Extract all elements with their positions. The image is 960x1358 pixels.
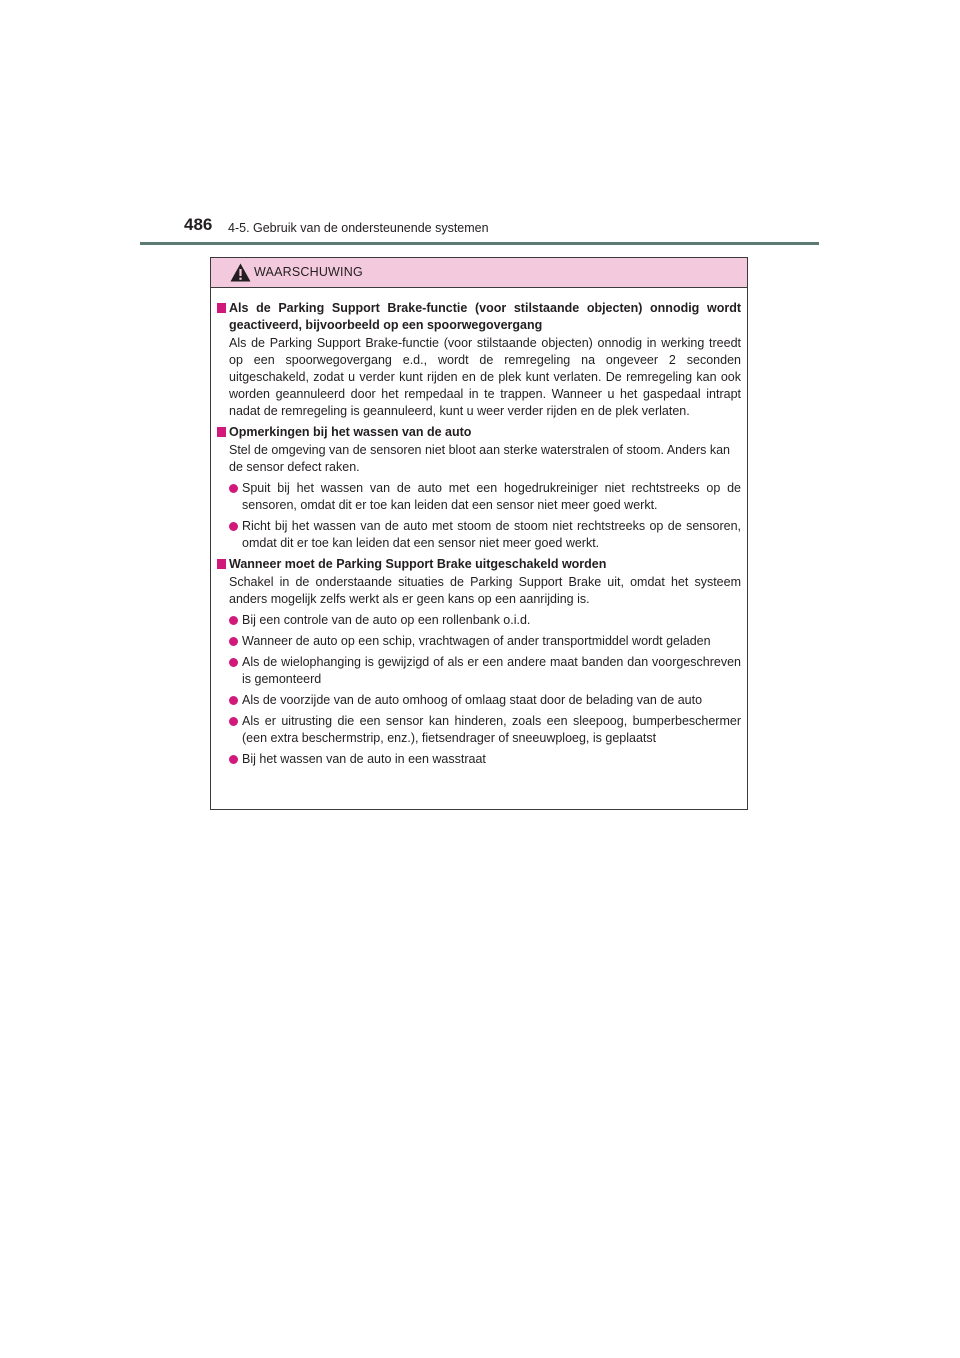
bullet-text: Als de wielophanging is gewijzigd of als er een andere maat banden dan voorgeschreven is gemonteerd xyxy=(242,655,741,686)
section-title: 4-5. Gebruik van de ondersteunende systemen xyxy=(228,221,489,235)
warning-title: WAARSCHUWING xyxy=(254,265,363,279)
warning-box xyxy=(210,257,748,810)
bullet-item xyxy=(217,612,741,629)
page-number: 486 xyxy=(184,215,213,234)
section-paragraph: Schakel in de onderstaande situaties de Parking Support Brake uit, omdat het systeem anders mogelijk zelfs werkt als er geen kans op een aanrijding is. xyxy=(229,575,741,606)
bullet-text: Bij een controle van de auto op een rollenbank o.i.d. xyxy=(242,613,531,627)
warning-section xyxy=(217,300,741,420)
section-heading xyxy=(217,300,741,334)
bullet-item xyxy=(217,692,741,709)
header-rule xyxy=(140,242,819,245)
circle-bullet-icon xyxy=(229,696,238,705)
section-paragraph: Stel de omgeving van de sensoren niet bloot aan sterke waterstralen of stoom. Anders kan de sensor defect raken. xyxy=(229,443,730,474)
section-heading-text: Wanneer moet de Parking Support Brake uitgeschakeld worden xyxy=(229,557,607,571)
bullet-item xyxy=(217,480,741,514)
warning-section xyxy=(217,424,741,552)
bullet-text: Als er uitrusting die een sensor kan hinderen, zoals een sleepoog, bumperbeschermer (een extra beschermstrip, enz.), fietsendrager of sneeuwploeg, is geplaatst xyxy=(242,714,741,745)
section-heading-text: Opmerkingen bij het wassen van de auto xyxy=(229,425,472,439)
square-marker-icon xyxy=(217,303,226,313)
circle-bullet-icon xyxy=(229,522,238,531)
circle-bullet-icon xyxy=(229,637,238,646)
bullet-item xyxy=(217,751,741,768)
bullet-item xyxy=(217,633,741,650)
bullet-text: Als de voorzijde van de auto omhoog of omlaag staat door de belading van de auto xyxy=(242,693,703,707)
circle-bullet-icon xyxy=(229,755,238,764)
bullet-item xyxy=(217,713,741,747)
bullet-text: Spuit bij het wassen van de auto met een hogedrukreiniger niet rechtstreeks op de sensoren, omdat dit er toe kan leiden dat een sensor niet meer goed werkt. xyxy=(242,481,741,512)
circle-bullet-icon xyxy=(229,717,238,726)
warning-header xyxy=(211,258,747,288)
warning-triangle-icon xyxy=(230,263,251,282)
warning-body xyxy=(211,288,747,768)
bullet-item xyxy=(217,518,741,552)
section-paragraph: Als de Parking Support Brake-functie (voor stilstaande objecten) onnodig in werking treedt op een spoorwegovergang e.d., wordt de remregeling na ongeveer 2 seconden uitgeschakeld, zodat u verder kunt rijden en de plek kunt verlaten. De remregeling kan ook worden geannuleerd door het rempedaal in te trappen. Wanneer u het gaspedaal intrapt nadat de remregeling is geannuleerd, kunt u weer verder rijden en de plek verlaten. xyxy=(229,336,741,418)
bullet-item xyxy=(217,654,741,688)
warning-section xyxy=(217,556,741,768)
circle-bullet-icon xyxy=(229,658,238,667)
section-heading xyxy=(217,556,741,573)
square-marker-icon xyxy=(217,427,226,437)
circle-bullet-icon xyxy=(229,616,238,625)
section-heading-text: Als de Parking Support Brake-functie (voor stilstaande objecten) onnodig wordt geactiveerd, bijvoorbeeld op een spoorwegovergang xyxy=(229,301,741,332)
square-marker-icon xyxy=(217,559,226,569)
bullet-text: Bij het wassen van de auto in een wasstraat xyxy=(242,752,486,766)
circle-bullet-icon xyxy=(229,484,238,493)
bullet-text: Wanneer de auto op een schip, vrachtwagen of ander transportmiddel wordt geladen xyxy=(242,634,711,648)
bullet-text: Richt bij het wassen van de auto met stoom de stoom niet rechtstreeks op de sensoren, omdat dit er toe kan leiden dat een sensor niet meer goed werkt. xyxy=(242,519,741,550)
section-heading xyxy=(217,424,741,441)
